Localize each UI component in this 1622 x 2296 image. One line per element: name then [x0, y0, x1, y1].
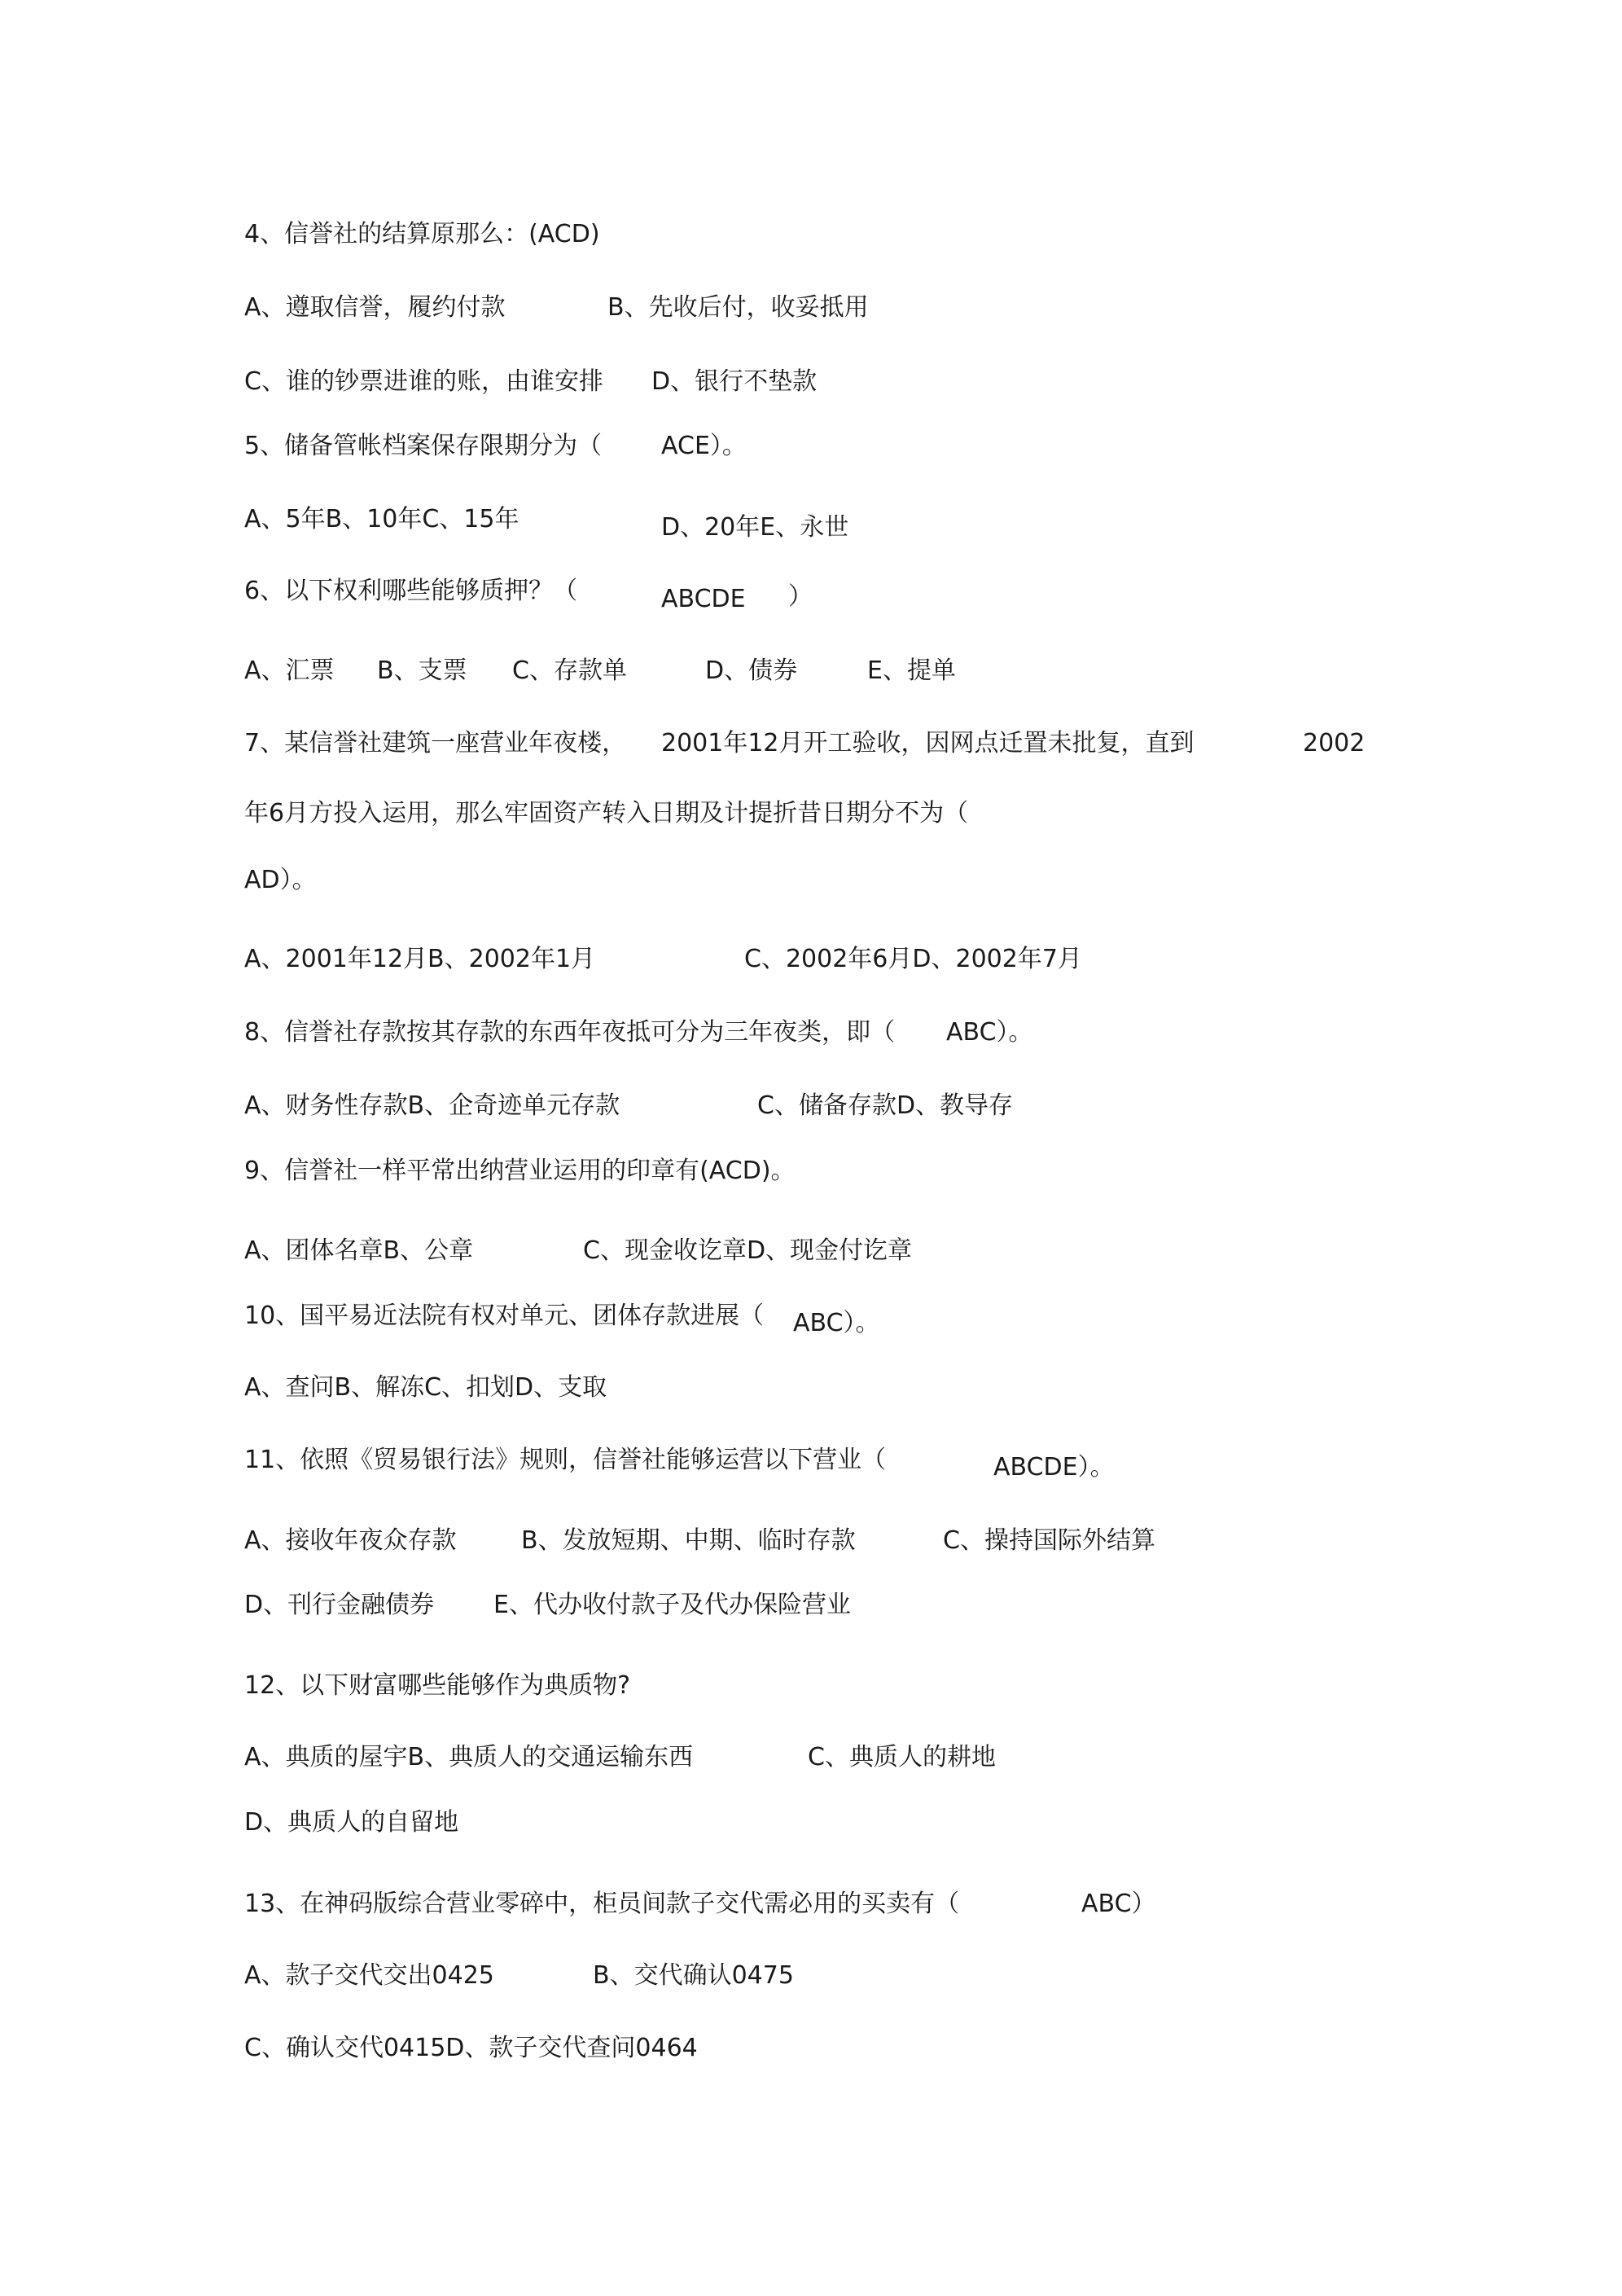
- question-7-part1: 7、某信誉社建筑一座营业年夜楼，: [244, 729, 627, 757]
- q8-options-cd: C、储备存款D、教导存: [757, 1091, 1014, 1120]
- q11-option-b: B、发放短期、中期、临时存款: [521, 1526, 856, 1555]
- q12-option-c: C、典质人的耕地: [808, 1743, 996, 1771]
- question-10: 10、国平易近法院有权对单元、团体存款进展（: [244, 1302, 765, 1330]
- q11-option-c: C、操持国际外结算: [943, 1526, 1155, 1555]
- q4-option-d: D、银行不垫款: [651, 367, 818, 396]
- q6-option-e: E、提单: [867, 656, 956, 685]
- q6-close-paren: ）: [788, 582, 813, 611]
- q4-option-a: A、遵取信誉，履约付款: [244, 293, 506, 322]
- q10-options: A、查问B、解冻C、扣划D、支取: [244, 1373, 607, 1402]
- question-11: 11、依照《贸易银行法》规则，信誉社能够运营以下营业（: [244, 1446, 887, 1474]
- q6-option-b: B、支票: [377, 656, 467, 685]
- q11-option-a: A、接收年夜众存款: [244, 1526, 457, 1555]
- q12-options-ab: A、典质的屋宇B、典质人的交通运输东西: [244, 1743, 694, 1771]
- q4-option-b: B、先收后付，收妥抵用: [607, 293, 869, 322]
- q12-option-d: D、典质人的自留地: [244, 1808, 459, 1837]
- q11-option-d: D、刊行金融债券: [244, 1591, 435, 1619]
- q4-option-c: C、谁的钞票进谁的账，由谁安排: [244, 367, 603, 396]
- q5-answer: ACE）。: [661, 432, 747, 460]
- q8-options-ab: A、财务性存款B、企奇迹单元存款: [244, 1091, 620, 1120]
- q7-options-ab: A、2001年12月B、2002年1月: [244, 945, 596, 973]
- q8-answer: ABC）。: [946, 1018, 1033, 1047]
- q6-option-c: C、存款单: [512, 656, 627, 685]
- q10-answer: ABC）。: [793, 1309, 880, 1337]
- question-5: 5、储备管帐档案保存限期分为（: [244, 432, 603, 460]
- question-12: 12、以下财富哪些能够作为典质物?: [244, 1671, 631, 1700]
- q6-option-a: A、汇票: [244, 656, 335, 685]
- q9-options-ab: A、团体名章B、公章: [244, 1236, 474, 1265]
- q13-options-cd: C、确认交代0415D、款子交代查问0464: [244, 2034, 698, 2062]
- q5-options-de: D、20年E、永世: [661, 513, 849, 542]
- question-8: 8、信誉社存款按其存款的东西年夜抵可分为三年夜类，即（: [244, 1018, 896, 1047]
- question-7-part3: 2002: [1303, 729, 1366, 757]
- question-6: 6、以下权利哪些能够质押？（: [244, 577, 578, 605]
- question-7-part2: 2001年12月开工验收，因网点迁置未批复，直到: [661, 729, 1195, 757]
- q13-answer: ABC）: [1081, 1890, 1156, 1918]
- q13-option-b: B、交代确认0475: [593, 1961, 794, 1990]
- question-4: 4、信誉社的结算原那么：(ACD): [244, 220, 600, 248]
- q11-option-e: E、代办收付款子及代办保险营业: [493, 1591, 851, 1619]
- q5-options-abc: A、5年B、10年C、15年: [244, 505, 519, 533]
- question-9: 9、信誉社一样平常出纳营业运用的印章有(ACD)。: [244, 1157, 796, 1185]
- question-7-answer: AD）。: [244, 866, 317, 894]
- q7-options-cd: C、2002年6月D、2002年7月: [744, 945, 1082, 973]
- question-13: 13、在神码版综合营业零碎中，柜员间款子交代需必用的买卖有（: [244, 1890, 960, 1918]
- question-7-line2: 年6月方投入运用，那么牢固资产转入日期及计提折昔日期分不为（: [244, 799, 969, 828]
- q9-options-cd: C、现金收讫章D、现金付讫章: [583, 1236, 913, 1265]
- q6-option-d: D、债券: [705, 656, 798, 685]
- q13-option-a: A、款子交代交出0425: [244, 1961, 494, 1990]
- q6-answer: ABCDE: [661, 585, 746, 613]
- q11-answer: ABCDE）。: [993, 1453, 1115, 1482]
